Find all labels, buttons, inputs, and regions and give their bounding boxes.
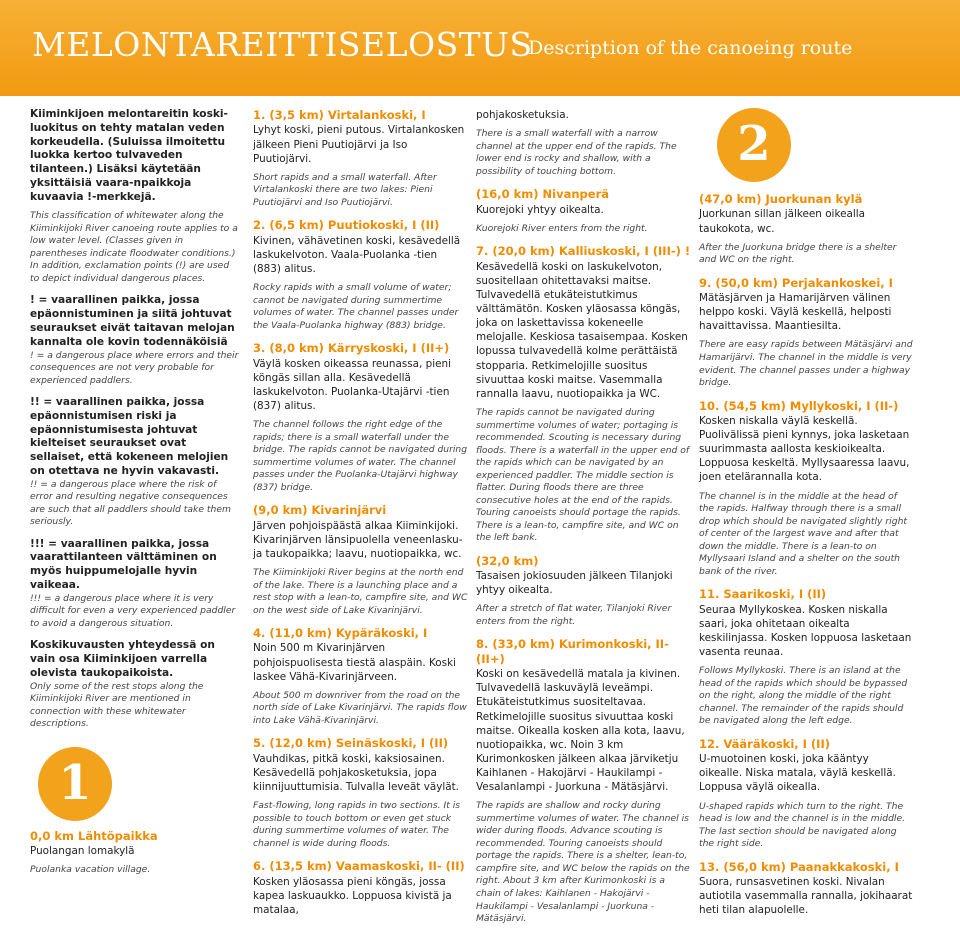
rapid-heading: (9,0 km) Kivarinjärvi — [253, 503, 387, 518]
rapid-heading: 3. (8,0 km) Kärryskoski, I (II+) — [253, 341, 450, 356]
rapid-heading: 12. Vääräkoski, I (II) — [699, 736, 830, 751]
mark2-en: !! = a dangerous place where the risk of error and resulting negative consequences are such that all paddlers should take them seriously. — [30, 478, 231, 528]
rapid-fi: pohjakosketuksia. — [476, 109, 569, 121]
rapid-en: Fast-flowing, long rapids in two sections. It is possible to touch bottom or even get stuck during summertime volumes of water. The channel is wide during floods. — [253, 800, 461, 849]
rapid-heading: 2. (6,5 km) Puutiokoski, I (II) — [253, 218, 440, 233]
rest-stops-en: Only some of the rest stops along the Kiiminkijoki River are mentioned in connection with these whitewater descriptions. — [30, 680, 204, 730]
rapid-en: Rocky rapids with a small volume of water; cannot be navigated during summertime volumes of water. The channel passes under the Vaala-Puolanka highway (883) bridge. — [253, 282, 459, 331]
intro-en: This classification of whitewater along the Kiiminkijoki River canoeing route applies to a low water level. (Classes given in parentheses indicate floodwater conditions.) In addition, exclamation points (!) are used to depict individual dangerous places. — [30, 210, 238, 284]
title-banner — [0, 0, 960, 96]
intro-fi: Kiiminkijoen melontareitin koski-luokitus on tehty matalan veden korkeudella. (Suluissa ilmoitettu luokka kertoo tulvaveden tilanteen.) Lisäksi käytetään yksittäisiä vaara-npaikkoja kuvaavia !-merkkejä. — [30, 108, 228, 203]
rapid-fi: Koski on kesävedellä matala ja kivinen. Tulvavedellä laskuväylä leveämpi. Etukäteistutkimus suositeltavaa. Retkimelojille suositus sivuuttaa koski maitse. Oikealla kosken alla kota, laavu, nuotiopaikka, wc. Noin 3 km Kurimonkosken jälkeen alkaa järviketju Kaihlanen - Hakojärvi - Haukilampi - Vesalanlampi - Juorkuna - Mätäsjärvi. — [476, 668, 685, 794]
section-2-badge: 2 — [717, 108, 791, 182]
column-4 — [699, 108, 914, 923]
rapid-heading: 8. (33,0 km) Kurimonkoski, II- (II+) — [476, 637, 669, 666]
rapid-en: Follows Myllykoski. There is an island at the head of the rapids which should be bypassed on the right, along the middle of the right channel. The remainder of the rapids should be navigated along the left edge. — [699, 665, 908, 727]
place-fi: Juorkunan sillan jälkeen oikealla taukokota, wc. — [699, 208, 865, 235]
rest-stops-fi: Koskikuvausten yhteydessä on vain osa Kiiminkijoen varrella olevista taukopaikoista. — [30, 639, 215, 679]
start-heading: 0,0 km Lähtöpaikka — [30, 828, 158, 843]
rapid-en: There is a small waterfall with a narrow channel at the upper end of the rapids. The lower end is rocky and shallow, with a possibility of touching bottom. — [476, 128, 677, 177]
rapid-heading: 1. (3,5 km) Virtalankoski, I — [253, 108, 426, 122]
place-heading: (32,0 km) — [476, 553, 539, 568]
rapid-heading: 13. (56,0 km) Paanakkakoski, I — [699, 859, 899, 874]
rapid-heading: 4. (11,0 km) Kypäräkoski, I — [253, 626, 428, 641]
rapid-fi: U-muotoinen koski, joka kääntyy oikealle. Niska matala, väylä keskellä. Loppusa väylä oikealla. — [699, 753, 896, 794]
rapid-heading: 6. (13,5 km) Vaamaskoski, II- (II) — [253, 859, 465, 874]
page-title: MELONTAREITTISELOSTUS — [32, 25, 533, 64]
place-en: After the Juorkuna bridge there is a shelter and WC on the right. — [699, 241, 897, 266]
rapid-fi: Seuraa Myllykoskea. Kosken niskalla saari, joka ohitetaan oikealta keskilinjassa. Kosken loppuosa lasketaan vasenta reunaa. — [699, 603, 912, 659]
rapid-heading: 11. Saarikoski, I (II) — [699, 587, 827, 602]
rapid-fi: Kivinen, vähävetinen koski, kesävedellä laskukelvoton. Vaala-Puolanka -tien (883) alitus. — [253, 234, 461, 275]
place-heading: (16,0 km) Nivanperä — [476, 187, 609, 202]
section-1-badge: 1 — [38, 747, 112, 821]
rapid-heading: 5. (12,0 km) Seinäskoski, I (II) — [253, 736, 449, 751]
place-en: After a stretch of flat water, Tilanjoki River enters from the right. — [476, 603, 672, 627]
page-subtitle: Description of the canoeing route — [528, 37, 853, 59]
mark3-fi: !!! = vaarallinen paikka, jossa vaarattilanteen välttäminen on myös huippumelojalle hyvin vaikeaa. — [30, 537, 217, 592]
rapid-fi: Kosken yläosassa pieni köngäs, jossa kapea laskuaukko. Loppuosa kivistä ja matalaa, — [253, 875, 452, 916]
rapid-fi: Noin 500 m Kivarinjärven pohjoispuolisesta tiestä alaspäin. Koski laskee Vähä-Kivarinjärveen. — [253, 642, 456, 683]
rapid-fi: Mätäsjärven ja Hamarijärven välinen helppo koski. Väylä keskellä, helposti havaittavissa. Maantiesilta. — [699, 292, 892, 333]
start-fi: Puolangan lomakylä — [30, 845, 135, 858]
rapid-en: The channel is in the middle at the head of the rapids. Halfway through there is a small drop which should be navigated slightly right of center of the largest wave and after that down the middle. There is a lean-to on Myllysaari Island and a shelter on the south bank of the river. — [699, 490, 907, 577]
rapid-en: U-shaped rapids which turn to the right. The head is low and the channel is in the middle. The last section should be navigated along the right side. — [699, 800, 906, 850]
rapid-fi: Kosken niskalla väylä keskellä. Puolivälissä pieni kynnys, joka lasketaan suurimmasta aallosta keskioikealta. Loppuosa keskeltä. Myllysaaressa laavu, joen etelärannalla kota. — [699, 414, 910, 484]
mark1-en: ! = a dangerous place where errors and their consequences are not very probable for experienced paddlers. — [30, 349, 239, 386]
rapid-en: The channel follows the right edge of the rapids; there is a small waterfall under the bridge. The rapids cannot be navigated during summertime volumes of water. The channel passes under the Puolanka-Utajärvi highway (837) bridge. — [253, 419, 468, 493]
start-en: Puolanka vacation village. — [30, 864, 151, 876]
rapid-en: About 500 m downriver from the road on the north side of Lake Kivarinjärvi. The rapids flow into Lake Vähä-Kivarinjärvi. — [253, 689, 467, 726]
rapid-fi: Lyhyt koski, pieni putous. Virtalankosken jälkeen Pieni Puutiojärvi ja Iso Puutiojärvi. — [253, 124, 465, 165]
rapid-heading: 7. (20,0 km) Kalliuskoski, I (III-) ! — [476, 244, 691, 259]
mark3-en: !!! = a dangerous place where it is very difficult for even a very experienced paddler to avoid a dangerous situation. — [30, 592, 236, 629]
rapid-en: Short rapids and a small waterfall. After Virtalankoski there are two lakes: Pieni Puutiojärvi and Iso Puutiojärvi. — [253, 171, 437, 208]
rapid-en: The rapids are shallow and rocky during summertime volumes of water. The channel is wider during floods. Advance scouting is recommended. Touring canoeists should portage the rapids. There is a shelter, lean-to, campfire site, and WC below the rapids on the right. About 3 km after Kurimonkoski is a chain of lakes: Kaihlanen - Hakojärvi - Haukilampi - Vesalanlampi - Juorkuna - Mätäsjärvi. — [476, 800, 690, 925]
place-heading: (47,0 km) Juorkunan kylä — [699, 192, 863, 206]
column-1 — [30, 108, 240, 886]
rapid-fi: Suora, runsasvetinen koski. Nivalan autiotila vasemmalla rannalla, jokihaarat heti tilan alapuolelle. — [699, 875, 913, 917]
column-3 — [476, 108, 691, 935]
rapid-en: The Kiiminkijoki River begins at the north end of the lake. There is a launching place and a rest stop with a lean-to, campfire site, and WC on the west side of Lake Kivarinjärvi. — [253, 567, 468, 616]
rapid-heading: 9. (50,0 km) Perjakankoskei, I — [699, 275, 893, 290]
place-fi: Tasaisen jokiosuuden jälkeen Tilanjoki yhtyy oikealta. — [476, 570, 673, 597]
rapid-en: The rapids cannot be navigated during summertime volumes of water; portaging is recommended. Scouting is necessary during floods. There is a waterfall in the upper end of the rapids which can be navigated by an experienced paddler. The middle section is flatter. During floods there are three consecutive holes at the end of the rapids. Touring canoeists should portage the rapids. There is a lean-to, campfire site, and WC on the left bank. — [476, 407, 690, 544]
rapid-en: There are easy rapids between Mätäsjärvi and Hamarijärvi. The channel in the middle is very evident. The channel passes under a highway bridge. — [699, 339, 913, 389]
column-2 — [253, 108, 468, 923]
rapid-fi: Järven pohjoispäästä alkaa Kiiminkijoki. Kivarinjärven länsipuolella veneenlasku- ja taukopaikka; laavu, nuotiopaikka, wc. — [253, 519, 463, 560]
rapid-fi: Väylä kosken oikeassa reunassa, pieni köngäs sillan alla. Kesävedellä laskukelvoton. Puolanka-Utajärvi -tien (837) alitus. — [253, 357, 451, 412]
rapid-heading: 10. (54,5 km) Myllykoski, I (II-) — [699, 398, 899, 413]
place-en: Kuorejoki River enters from the right. — [476, 222, 648, 234]
rapid-fi: Vauhdikas, pitkä koski, kaksiosainen. Kesävedellä pohjakosketuksia, jopa kiinnijuuttumisia. Tulvalla leveät väylät. — [253, 752, 459, 794]
mark1-fi: ! = vaarallinen paikka, jossa epäonnistuminen ja siitä johtuvat seuraukset eivät taitavan melojan kannalta ole kovin todennäköisiä — [30, 294, 235, 348]
rapid-fi: Kesävedellä koski on laskukelvoton, suositellaan ohitettavaksi maitse. Tulvavedellä etukäteistutkimus välttämätön. Kosken yläosassa köngäs, joka on laskettavissa kokeneelle melojalle. Keskiosa tasaisempaa. Kosken lopussa tulvavedellä kolme perättäistä stopparia. Retkimelojille suositus sivuuttaa koski maitse. Vasemmalla rannalla laavu, nuotiopaikka ja WC. — [476, 260, 688, 400]
place-fi: Kuorejoki yhtyy oikealta. — [476, 203, 604, 216]
mark2-fi: !! = vaarallinen paikka, jossa epäonnistumisen riski ja epäonnistumisesta johtuvat kielteiset seuraukset ovat sellaiset, että kokeneen melojien on otettava ne hyvin vakavasti. — [30, 396, 229, 477]
